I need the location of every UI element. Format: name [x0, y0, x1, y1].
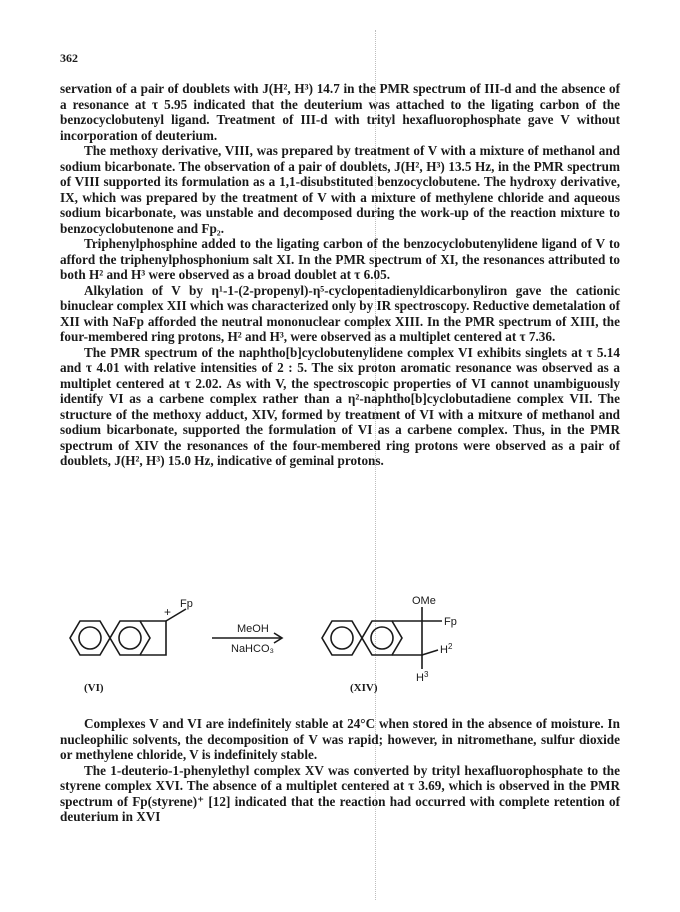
product-ome-label: OMe	[412, 595, 436, 607]
aromatic-circle-1	[79, 627, 101, 649]
benzene-ring-3	[322, 621, 362, 655]
reaction-scheme	[60, 592, 620, 698]
benzene-ring-4	[362, 621, 402, 655]
paragraph: Complexes V and VI are indefinitely stable at 24°C when stored in the absence of moisture. In nucleophilic solvents, the decomposition of V was rapid; however, in nitromethane, sulfur dioxide or methylene chloride, V is indefinitely stable.	[60, 716, 620, 762]
body-text-top	[60, 81, 620, 469]
benzene-ring-2	[110, 621, 150, 655]
aromatic-circle-2	[119, 627, 141, 649]
positive-charge: +	[164, 605, 172, 619]
reaction-scheme-drawing	[60, 592, 620, 698]
reagent-nahco3: NaHCO₃	[231, 643, 274, 655]
benzene-ring-1	[70, 621, 110, 655]
paragraph: The PMR spectrum of the naphtho[b]cyclobutenylidene complex VI exhibits singlets at τ 5.14 and τ 4.01 with relative intensities of 2 : 5. The six proton aromatic resonance was observed as a multiplet centered at τ 2.02. As with V, the spectroscopic properties of VI cannot unambiguously identify VI as a carbene complex rather than a η²-naphtho[b]cyclobutadiene complex VII. The structure of the methoxy adduct, XIV, formed by treatment of VI with a mitxure of methanol and sodium bicarbonate, supported the formulation of VI as a carbene complex. Thus, in the PMR spectrum of XIV the resonances of the four-membered ring protons were observed as a pair of doublets, J(H², H³) 15.0 Hz, indicative of geminal protons.	[60, 344, 620, 468]
reactant-fp-label: Fp	[180, 598, 193, 610]
paragraph: servation of a pair of doublets with J(H², H³) 14.7 in the PMR spectrum of III-d and the absence of a resonance at τ 5.95 indicated that the deuterium was attached to the ligating carbon of the benzocyclobutenyl ligand. Treatment of III-d with trityl hexafluorophosphate gave V without incorporation of deuterium.	[60, 81, 620, 143]
reactant-compound-label: (VI)	[84, 682, 104, 694]
cyclobutane-ring	[392, 621, 422, 655]
reagent-meoh: MeOH	[237, 623, 269, 635]
aromatic-circle-3	[331, 627, 353, 649]
product-fp-label: Fp	[444, 616, 457, 628]
paragraph: Triphenylphosphine added to the ligating carbon of the benzocyclobutenylidene ligand of V to afford the triphenylphosphonium salt XI. In the PMR spectrum of XI, the resonances attributed to both H² and H³ were observed as a broad doublet at τ 6.05.	[60, 236, 620, 282]
paragraph: The methoxy derivative, VIII, was prepared by treatment of V with a mixture of methanol and sodium bicarbonate. The observation of a pair of doublets, J(H², H³) 13.5 Hz, in the PMR spectrum of VIII supported its formulation as a 1,1-disubstituted benzocyclobutene. The hydroxy derivative, IX, which was prepared by the treatment of V with a mixture of methylene chloride and aqueous sodium bicarbonate, was unstable and decomposed during the work-up of the reaction mixture to benzocyclobutenone and Fp₂.	[60, 143, 620, 236]
paragraph: The 1-deuterio-1-phenylethyl complex XV was converted by trityl hexafluorophosphate to the styrene complex XVI. The absence of a multiplet centered at τ 3.69, which is observed in the PMR spectrum of Fp(styrene)⁺ [12] indicated that the reaction had occurred with complete retention of deuterium in XVI	[60, 762, 620, 824]
page-number: 362	[60, 51, 78, 65]
h2-label: $H^2$	[440, 642, 453, 656]
h2-bond	[422, 650, 438, 655]
h3-label: $H^3$	[416, 670, 429, 684]
aromatic-circle-4	[371, 627, 393, 649]
paragraph: Alkylation of V by η¹-1-(2-propenyl)-η⁵-cyclopentadienyldicarbonyliron gave the cationic binuclear complex XII which was characterized only by IR spectroscopy. Reductive demetalation of XII with NaFp afforded the neutral mononuclear complex XIII. In the PMR spectrum of XIII, the four-membered ring protons, H² and H³, were observed as a multiplet centered at τ 7.36.	[60, 282, 620, 344]
body-text-bottom	[60, 716, 620, 825]
product-compound-label: (XIV)	[350, 682, 378, 694]
